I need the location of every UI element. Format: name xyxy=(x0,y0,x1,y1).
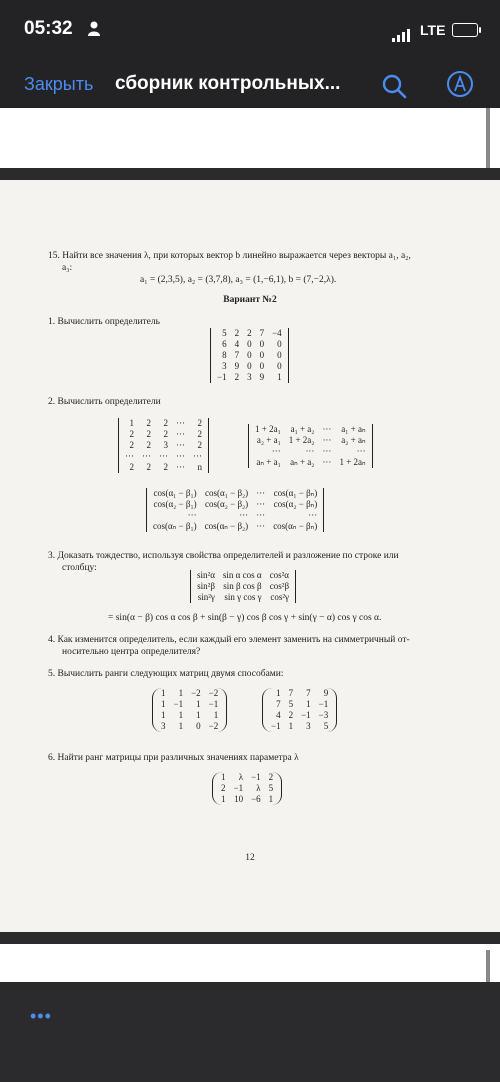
matrix-cell: ··· xyxy=(322,457,332,467)
task-4-text-cont: носительно центра определителя? xyxy=(62,647,201,657)
matrix-cell: ··· xyxy=(308,510,318,520)
matrix-cell: 8 xyxy=(222,350,227,360)
matrix-cell: ··· xyxy=(193,451,202,461)
task-3-identity: = sin(α − β) cos α cos β + sin(β − γ) cos β cos γ + sin(γ − α) cos γ cos α. xyxy=(108,613,382,623)
matrix-cell: 5 xyxy=(222,328,227,338)
matrix-cell: cos(α₁ − β₂) xyxy=(205,488,249,498)
matrix-cell: 10 xyxy=(234,794,244,804)
matrix-cell: 6 xyxy=(222,339,227,349)
matrix-cell: −1 xyxy=(251,772,261,782)
matrix-row xyxy=(149,510,321,521)
matrix-cell: 1 xyxy=(213,710,219,720)
matrix-cell: 0 xyxy=(259,350,265,360)
matrix-cell: 2 xyxy=(163,418,168,428)
matrix-cell: ··· xyxy=(125,451,134,461)
matrix-cell: 1 xyxy=(288,721,294,731)
matrix-cell: 1 xyxy=(161,688,166,698)
matrix-cell: cos(α₁ − β₁) xyxy=(153,488,197,498)
variant-heading: Вариант №2 xyxy=(223,295,277,305)
matrix-cell: 2 xyxy=(146,418,151,428)
matrix-cell: 2 xyxy=(163,462,168,472)
matrix-cell: sin²β xyxy=(197,581,215,591)
next-page xyxy=(0,944,500,984)
matrix-row xyxy=(157,721,222,732)
matrix-cell: 1 xyxy=(277,372,282,382)
matrix-cell: sin²α xyxy=(197,570,215,580)
matrix-cell: 2 xyxy=(197,440,202,450)
matrix-row xyxy=(149,521,321,532)
matrix-row xyxy=(251,424,370,435)
matrix-cell: 7 xyxy=(234,350,240,360)
matrix-row xyxy=(251,457,370,468)
matrix-cell: 1 xyxy=(306,699,311,709)
matrix-cell: ··· xyxy=(256,510,266,520)
matrix-cell: cos(αₙ − βₙ) xyxy=(273,521,318,531)
matrix-cell: 2 xyxy=(288,710,294,720)
matrix-cell: ··· xyxy=(176,451,185,461)
matrix-cell: a₂ + a₁ xyxy=(256,435,281,445)
matrix-cell: 1 + 2a₂ xyxy=(288,435,315,445)
matrix-cell: cos(α₂ − βₙ) xyxy=(273,499,318,509)
matrix-cell: −3 xyxy=(318,710,329,720)
task-2-text: 2. Вычислить определители xyxy=(48,397,161,407)
matrix-cell: ··· xyxy=(256,499,266,509)
matrix-cell: −1 xyxy=(318,699,329,709)
matrix-cell: 2 xyxy=(268,772,274,782)
matrix-row xyxy=(121,462,206,473)
matrix-cell: 1 xyxy=(221,772,226,782)
matrix-cell: 1 xyxy=(196,710,201,720)
matrix-cell: cos(αₙ − β₂) xyxy=(204,521,249,531)
matrix-row xyxy=(193,581,293,592)
document-page xyxy=(0,180,500,932)
battery-icon xyxy=(452,23,478,37)
matrix-cell: 0 xyxy=(247,339,252,349)
matrix-row xyxy=(121,429,206,440)
matrix-cell: 7 xyxy=(288,688,294,698)
matrix-row xyxy=(267,721,332,732)
matrix-cell: 3 xyxy=(161,721,166,731)
matrix-cell: −1 xyxy=(301,710,311,720)
matrix-cell: −1 xyxy=(208,699,219,709)
matrix-row xyxy=(157,688,222,699)
matrix-row xyxy=(193,592,293,603)
matrix-cell: sin α cos α xyxy=(222,570,262,580)
matrix-cell: 1 xyxy=(161,699,166,709)
task-1-text: 1. Вычислить определитель xyxy=(48,317,160,327)
nav-bar xyxy=(0,60,500,112)
matrix-row xyxy=(251,446,370,457)
network-label: LTE xyxy=(420,22,446,38)
matrix-row xyxy=(121,451,206,462)
signal-icon xyxy=(392,24,412,42)
matrix-cell: 4 xyxy=(276,710,281,720)
matrix-cell: 7 xyxy=(259,328,265,338)
matrix-cell: 0 xyxy=(247,350,252,360)
matrix-cell: ··· xyxy=(176,418,185,428)
matrix-cell: 1 xyxy=(276,688,281,698)
matrix-cell: ··· xyxy=(187,510,197,520)
matrix-cell: 3 xyxy=(163,440,168,450)
matrix-cell: ··· xyxy=(142,451,151,461)
matrix-cell: 2 xyxy=(163,429,168,439)
matrix-cell: cos²α xyxy=(269,570,290,580)
matrix-cell: 1 + 2aₙ xyxy=(339,457,366,467)
matrix-cell: 5 xyxy=(268,783,274,793)
previous-page xyxy=(0,108,500,168)
matrix-cell: sin²γ xyxy=(197,592,215,602)
matrix-cell: ··· xyxy=(322,446,332,456)
matrix-cell: ··· xyxy=(256,488,266,498)
problem-15-text-cont: a₃: xyxy=(62,263,73,273)
matrix-cell: ··· xyxy=(356,446,366,456)
matrix-row xyxy=(251,435,370,446)
matrix-cell: 2 xyxy=(146,440,151,450)
task-3-text: 3. Доказать тождество, используя свойства определителей и разложение по строке или xyxy=(48,551,399,561)
matrix-cell: aₙ + a₁ xyxy=(256,457,281,467)
person-icon xyxy=(87,21,101,37)
matrix-row xyxy=(217,772,277,783)
matrix-row xyxy=(213,372,286,383)
matrix-cell: cos(αₙ − β₁) xyxy=(153,521,197,531)
matrix-cell: 0 xyxy=(196,721,201,731)
matrix-row xyxy=(121,418,206,429)
matrix-cell: 2 xyxy=(129,440,134,450)
matrix-cell: −6 xyxy=(251,794,261,804)
matrix-cell: 0 xyxy=(247,361,252,371)
matrix-cell: 2 xyxy=(221,783,226,793)
matrix-cell: λ xyxy=(238,772,244,782)
matrix-row xyxy=(213,328,286,339)
task-3-text-cont: столбцу: xyxy=(62,563,97,573)
matrix-cell: cos(α₂ − β₁) xyxy=(153,499,197,509)
matrix-cell: cos(α₂ − β₂) xyxy=(205,499,249,509)
matrix-cell: −2 xyxy=(208,688,219,698)
matrix-row xyxy=(157,699,222,710)
matrix-cell: aₙ + a₂ xyxy=(290,457,315,467)
matrix-cell: −4 xyxy=(272,328,282,338)
matrix-cell: ··· xyxy=(271,446,281,456)
matrix-row xyxy=(121,440,206,451)
status-bar xyxy=(0,0,500,60)
matrix-cell: −1 xyxy=(233,783,244,793)
matrix-row xyxy=(149,488,321,499)
determinant-1 xyxy=(210,328,289,386)
matrix-cell: −1 xyxy=(271,721,281,731)
matrix-cell: 2 xyxy=(129,462,134,472)
matrix-row xyxy=(217,783,277,794)
matrix-cell: 1 xyxy=(268,794,274,804)
matrix-cell: 1 xyxy=(178,688,184,698)
matrix-cell: 2 xyxy=(234,372,240,382)
matrix-cell: 2 xyxy=(197,429,202,439)
matrix-cell: −2 xyxy=(191,688,201,698)
matrix-cell: 2 xyxy=(129,429,134,439)
markup-icon[interactable] xyxy=(446,70,474,98)
matrix-cell: 4 xyxy=(234,339,240,349)
matrix-cell: 3 xyxy=(306,721,311,731)
matrix-row xyxy=(213,361,286,372)
matrix-cell: cos²γ xyxy=(270,592,290,602)
status-time: 05:32 xyxy=(24,18,73,39)
matrix-cell: sin γ cos γ xyxy=(224,592,262,602)
determinant-3 xyxy=(190,570,296,606)
matrix-cell: ··· xyxy=(176,429,185,439)
matrix-cell: 5 xyxy=(288,699,294,709)
matrix-cell: 0 xyxy=(259,339,265,349)
matrix-cell: ··· xyxy=(322,435,332,445)
matrix-cell: λ xyxy=(256,783,261,793)
page-number: 12 xyxy=(245,853,255,863)
matrix-cell: −2 xyxy=(208,721,219,731)
matrix-row xyxy=(213,339,286,350)
matrix-cell: a₁ + a₂ xyxy=(290,424,315,434)
matrix-cell: ··· xyxy=(239,510,249,520)
matrix-cell: 9 xyxy=(323,688,329,698)
matrix-cell: ··· xyxy=(322,424,332,434)
matrix-cell: 1 xyxy=(221,794,226,804)
matrix-cell: 1 xyxy=(129,418,134,428)
bottom-toolbar xyxy=(0,982,500,1082)
matrix-cell: 1 + 2a₁ xyxy=(255,424,281,434)
matrix-cell: 2 xyxy=(197,418,202,428)
matrix-cell: 7 xyxy=(276,699,281,709)
matrix-cell: −1 xyxy=(173,699,184,709)
matrix-row xyxy=(217,794,277,805)
determinant-2b xyxy=(248,424,373,471)
determinant-2c xyxy=(146,488,324,535)
matrix-cell: 2 xyxy=(234,328,240,338)
problem-15-equation: a₁ = (2,3,5), a₂ = (3,7,8), a₃ = (1,−6,1), b = (7,−2,λ). xyxy=(140,275,337,285)
more-icon[interactable]: ••• xyxy=(30,1006,52,1026)
matrix-row xyxy=(193,570,293,581)
matrix-cell: 7 xyxy=(306,688,311,698)
matrix-cell: a₂ + aₙ xyxy=(341,435,366,445)
matrix-cell: ··· xyxy=(176,462,185,472)
matrix-cell: sin β cos β xyxy=(223,581,262,591)
matrix-cell: 0 xyxy=(277,361,282,371)
search-icon[interactable] xyxy=(380,72,408,100)
task-6-text: 6. Найти ранг матрицы при различных значениях параметра λ xyxy=(48,753,299,763)
matrix-cell: −1 xyxy=(217,372,227,382)
matrix-cell: 0 xyxy=(277,339,282,349)
problem-15-text: 15. Найти все значения λ, при которых вектор b линейно выражается через векторы a₁, a₂, xyxy=(48,251,411,261)
matrix-cell: 2 xyxy=(247,328,252,338)
matrix-cell: 1 xyxy=(161,710,166,720)
matrix-cell: 2 xyxy=(146,429,151,439)
matrix-cell: 9 xyxy=(259,372,265,382)
matrix-cell: 5 xyxy=(323,721,329,731)
matrix-cell: cos(α₁ − βₙ) xyxy=(273,488,318,498)
matrix-row xyxy=(267,688,332,699)
matrix-cell: 1 xyxy=(178,721,184,731)
matrix-row xyxy=(267,699,332,710)
matrix-cell: cos²β xyxy=(269,581,290,591)
task-5-text: 5. Вычислить ранги следующих матриц двумя способами: xyxy=(48,669,284,679)
matrix-cell: ··· xyxy=(176,440,185,450)
matrix-cell: 3 xyxy=(247,372,252,382)
matrix-cell: 9 xyxy=(234,361,240,371)
matrix-cell: 0 xyxy=(259,361,265,371)
matrix-row xyxy=(157,710,222,721)
matrix-cell: 3 xyxy=(222,361,227,371)
matrix-cell: ··· xyxy=(256,521,266,531)
matrix-row xyxy=(267,710,332,721)
matrix-row xyxy=(149,499,321,510)
matrix-5b xyxy=(262,688,337,735)
matrix-cell: n xyxy=(197,462,202,472)
matrix-5a xyxy=(152,688,227,735)
determinant-2a xyxy=(118,418,209,476)
matrix-cell: 1 xyxy=(178,710,184,720)
matrix-cell: ··· xyxy=(305,446,315,456)
matrix-row xyxy=(213,350,286,361)
matrix-cell: ··· xyxy=(159,451,168,461)
matrix-cell: 1 xyxy=(196,699,201,709)
matrix-cell: a₁ + aₙ xyxy=(341,424,366,434)
matrix-6 xyxy=(212,772,282,808)
document-title: сборник контрольных... xyxy=(115,73,341,94)
matrix-cell: 0 xyxy=(277,350,282,360)
task-4-text: 4. Как изменится определитель, если каждый его элемент заменить на симметричный от- xyxy=(48,635,410,645)
matrix-cell: 2 xyxy=(146,462,151,472)
close-button[interactable]: Закрыть xyxy=(24,74,94,94)
